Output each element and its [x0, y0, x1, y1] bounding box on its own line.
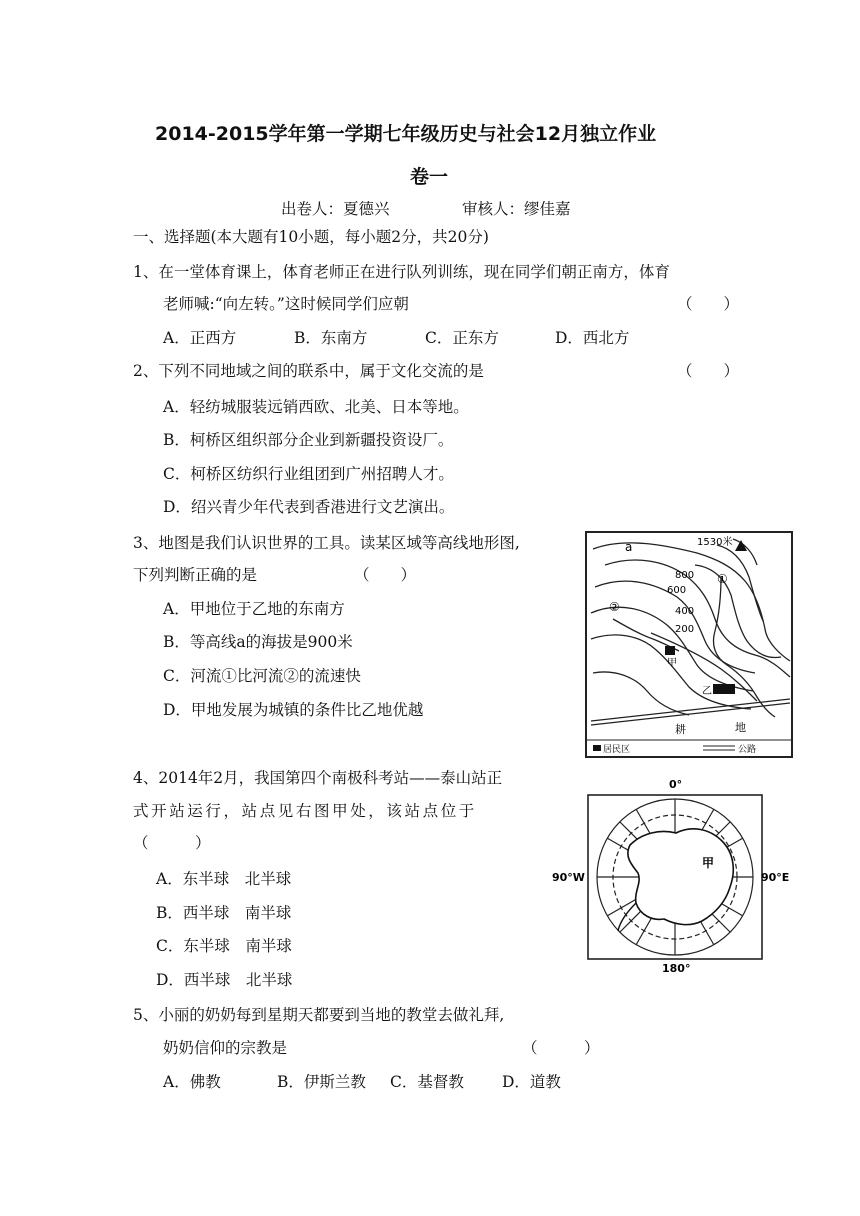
q1-stem-line2: 老师喊:“向左转。”这时候同学们应朝 [163, 295, 409, 313]
q1-option-c: C．正东方 [425, 329, 499, 347]
jia-station-label: 甲 [702, 856, 715, 870]
q1-stem-line1: 1、在一堂体育课上，体育老师正在进行队列训练，现在同学们朝正南方，体育 [133, 263, 670, 281]
q5-stem-line2: 奶奶信仰的宗教是 [163, 1039, 288, 1057]
q3-answer-paren: （ ） [354, 566, 417, 584]
q5-option-c: C．基督教 [390, 1073, 464, 1091]
q3-option-d: D．甲地发展为城镇的条件比乙地优越 [163, 701, 424, 719]
field-label-right: 地 [735, 721, 746, 734]
q5-option-b: B．伊斯兰教 [277, 1073, 366, 1091]
q4-answer-paren: （ ） [133, 834, 211, 852]
q3-option-b: B．等高线a的海拔是900米 [163, 633, 353, 651]
q5-answer-paren: （ ） [522, 1039, 600, 1057]
legend-road-label: 公路 [738, 745, 757, 755]
legend-residential-icon [593, 745, 601, 751]
page-subtitle: 卷一 [410, 166, 449, 188]
q2-option-c: C．柯桥区纺织行业组团到广州招聘人才。 [163, 465, 454, 483]
q2-stem: 2、下列不同地域之间的联系中，属于文化交流的是 [133, 362, 484, 380]
jia-label: 甲 [667, 658, 677, 669]
q1-option-a: A．正西方 [163, 329, 237, 347]
q5-option-d: D．道教 [502, 1073, 561, 1091]
contour-a-label: a [625, 540, 633, 554]
yi-label: 乙 [702, 686, 712, 697]
q3-stem-line2: 下列判断正确的是 [133, 566, 258, 584]
q4-stem-line2: 式开站运行，站点见右图甲处，该站点位于 [133, 802, 477, 820]
q2-option-a: A．轻纺城服装远销西欧、北美、日本等地。 [163, 398, 469, 416]
q4-option-c: C．东半球 南半球 [156, 937, 292, 955]
reviewer-line: 审核人：缪佳嘉 [462, 200, 571, 218]
contour-map [585, 531, 793, 758]
meridian-90e-label: 90°E [761, 871, 790, 884]
yi-residential-block [713, 684, 735, 694]
contour-label-800: 800 [675, 570, 695, 581]
contour-label-400: 400 [675, 606, 695, 617]
legend-residential-label: 居民区 [603, 745, 631, 755]
contour-label-600: 600 [667, 585, 687, 596]
q1-option-d: D．西北方 [555, 329, 630, 347]
q3-option-c: C．河流①比河流②的流速快 [163, 667, 361, 685]
meridian-0-label: 0° [669, 778, 683, 791]
river-1-label: ① [717, 572, 728, 586]
q5-option-a: A．佛教 [163, 1073, 221, 1091]
field-label-left: 耕 [675, 723, 686, 736]
contour-label-200: 200 [675, 624, 695, 635]
q4-stem-line1: 4、2014年2月，我国第四个南极科考站——泰山站正 [133, 769, 503, 787]
meridian-180-label: 180° [662, 962, 691, 975]
q1-option-b: B．东南方 [294, 329, 368, 347]
q3-stem-line1: 3、地图是我们认识世界的工具。读某区域等高线地形图, [133, 534, 520, 552]
antarctica-map [552, 775, 796, 975]
page-title: 2014-2015学年第一学期七年级历史与社会12月独立作业 [155, 123, 657, 145]
q4-option-d: D．西半球 北半球 [156, 971, 293, 989]
q2-option-d: D．绍兴青少年代表到香港进行文艺演出。 [163, 498, 455, 516]
author-line: 出卷人：夏德兴 [281, 200, 390, 218]
q5-stem-line1: 5、小丽的奶奶每到星期天都要到当地的教堂去做礼拜, [133, 1006, 505, 1024]
q1-answer-paren: （ ） [677, 295, 740, 313]
q3-option-a: A．甲地位于乙地的东南方 [163, 600, 345, 618]
meridian-90w-label: 90°W [552, 871, 585, 884]
q4-option-b: B．西半球 南半球 [156, 904, 292, 922]
q4-option-a: A．东半球 北半球 [156, 870, 292, 888]
q2-answer-paren: （ ） [677, 362, 740, 380]
peak-label: 1530米 [697, 537, 733, 548]
jia-residential-block [665, 646, 675, 655]
section-heading: 一、选择题(本大题有10小题，每小题2分，共20分) [133, 228, 489, 246]
q2-option-b: B．柯桥区组织部分企业到新疆投资设厂。 [163, 431, 454, 449]
river-2-label: ② [609, 600, 620, 614]
